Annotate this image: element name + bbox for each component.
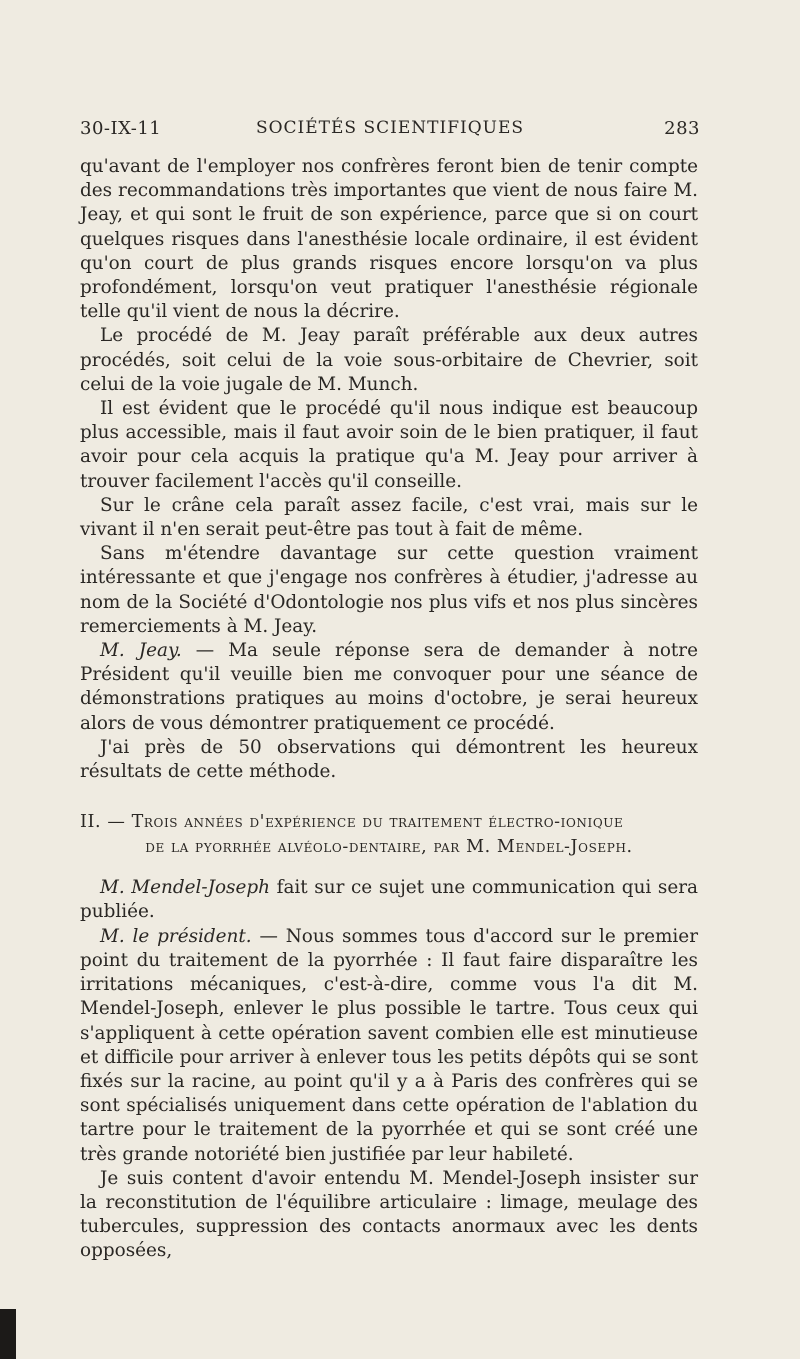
- running-header: [80, 118, 700, 142]
- paragraph: Le procédé de M. Jeay paraît préférable aux deux autres procédés, soit celui de la voie sous-orbitaire de Chevrier, soit celui de la voie jugale de M. Munch.: [80, 325, 698, 395]
- page-body: [80, 155, 698, 1264]
- running-title: SOCIÉTÉS SCIENTIFIQUES: [255, 118, 525, 138]
- paragraph: Il est évident que le procédé qu'il nous indique est beaucoup plus accessible, mais il faut avoir soin de le bien pratiquer, il faut avoir pour cela acquis la pratique qu'a M. Jeay pour arriver à trouver facilement l'accès qu'il conseille.: [80, 398, 698, 492]
- paragraph: Je suis content d'avoir entendu M. Mendel-Joseph insister sur la reconstitution de l'équilibre articulaire : limage, meulage des tubercules, suppression des contacts anormaux avec les dents opposées,: [80, 1167, 698, 1262]
- page-number: 283: [664, 118, 700, 139]
- speaker-name: M. Jeay.: [100, 640, 182, 662]
- speaker-name: M. le président.: [100, 925, 252, 947]
- paragraph: qu'avant de l'employer nos confrères feront bien de tenir compte des recommandations très importantes que vient de nous faire M. Jeay, et qui sont le fruit de son expérience, parce que si on court quelques risques dans l'anesthésie locale ordinaire, il est évident qu'on court de plus grands risques encore lorsqu'on va plus profondément, lorsqu'on veut pratiquer l'anesthésie régionale telle qu'il vient de nous la décrire.: [80, 156, 698, 323]
- paragraph: M. Jeay. — Ma seule réponse sera de demander à notre Président qu'il veuille bien me convoquer pour une séance de démonstrations pratiques au moins d'octobre, je serai heureux alors de vous démontrer pratiquement ce procédé.: [80, 640, 698, 734]
- paragraph: M. le président. — Nous sommes tous d'accord sur le premier point du traitement de la pyorrhée : Il faut faire disparaître les irritations mécaniques, c'est-à-dire, comme vous l'a dit M. Mendel-Joseph, enlever le plus possible le tartre. Tous ceux qui s'appliquent à cette opération savent combien elle est minutieuse et difficile pour arriver à enlever tous les petits dépôts qui se sont fixés sur la racine, au point qu'il y a à Paris des confrères qui se sont spécialisés uniquement dans cette opération de l'ablation du tartre pour le traitement de la pyorrhée et qui se sont créé une très grande notoriété bien justifiée par leur habileté.: [80, 925, 698, 1165]
- paragraph: Sans m'étendre davantage sur cette question vraiment intéressante et que j'engage nos confrères à étudier, j'adresse au nom de la Société d'Odontologie nos plus vifs et nos plus sincères remerciements à M. Jeay.: [80, 543, 698, 637]
- section-heading: II. — Trois années d'expérience du traitement électro-ionique de la pyorrhée alvéolo-dentaire, par M. Mendel-Joseph.: [80, 812, 633, 858]
- header-date: 30-IX-11: [80, 118, 162, 139]
- paragraph: Sur le crâne cela paraît assez facile, c'est vrai, mais sur le vivant il n'en serait peut-être pas tout à fait de même.: [80, 494, 698, 541]
- paragraph: J'ai près de 50 observations qui démontrent les heureux résultats de cette méthode.: [80, 736, 698, 783]
- paragraph: M. Mendel-Joseph fait sur ce sujet une communication qui sera publiée.: [80, 877, 698, 923]
- scan-edge-shadow: [0, 1309, 16, 1359]
- speaker-name: M. Mendel-Joseph: [100, 877, 270, 899]
